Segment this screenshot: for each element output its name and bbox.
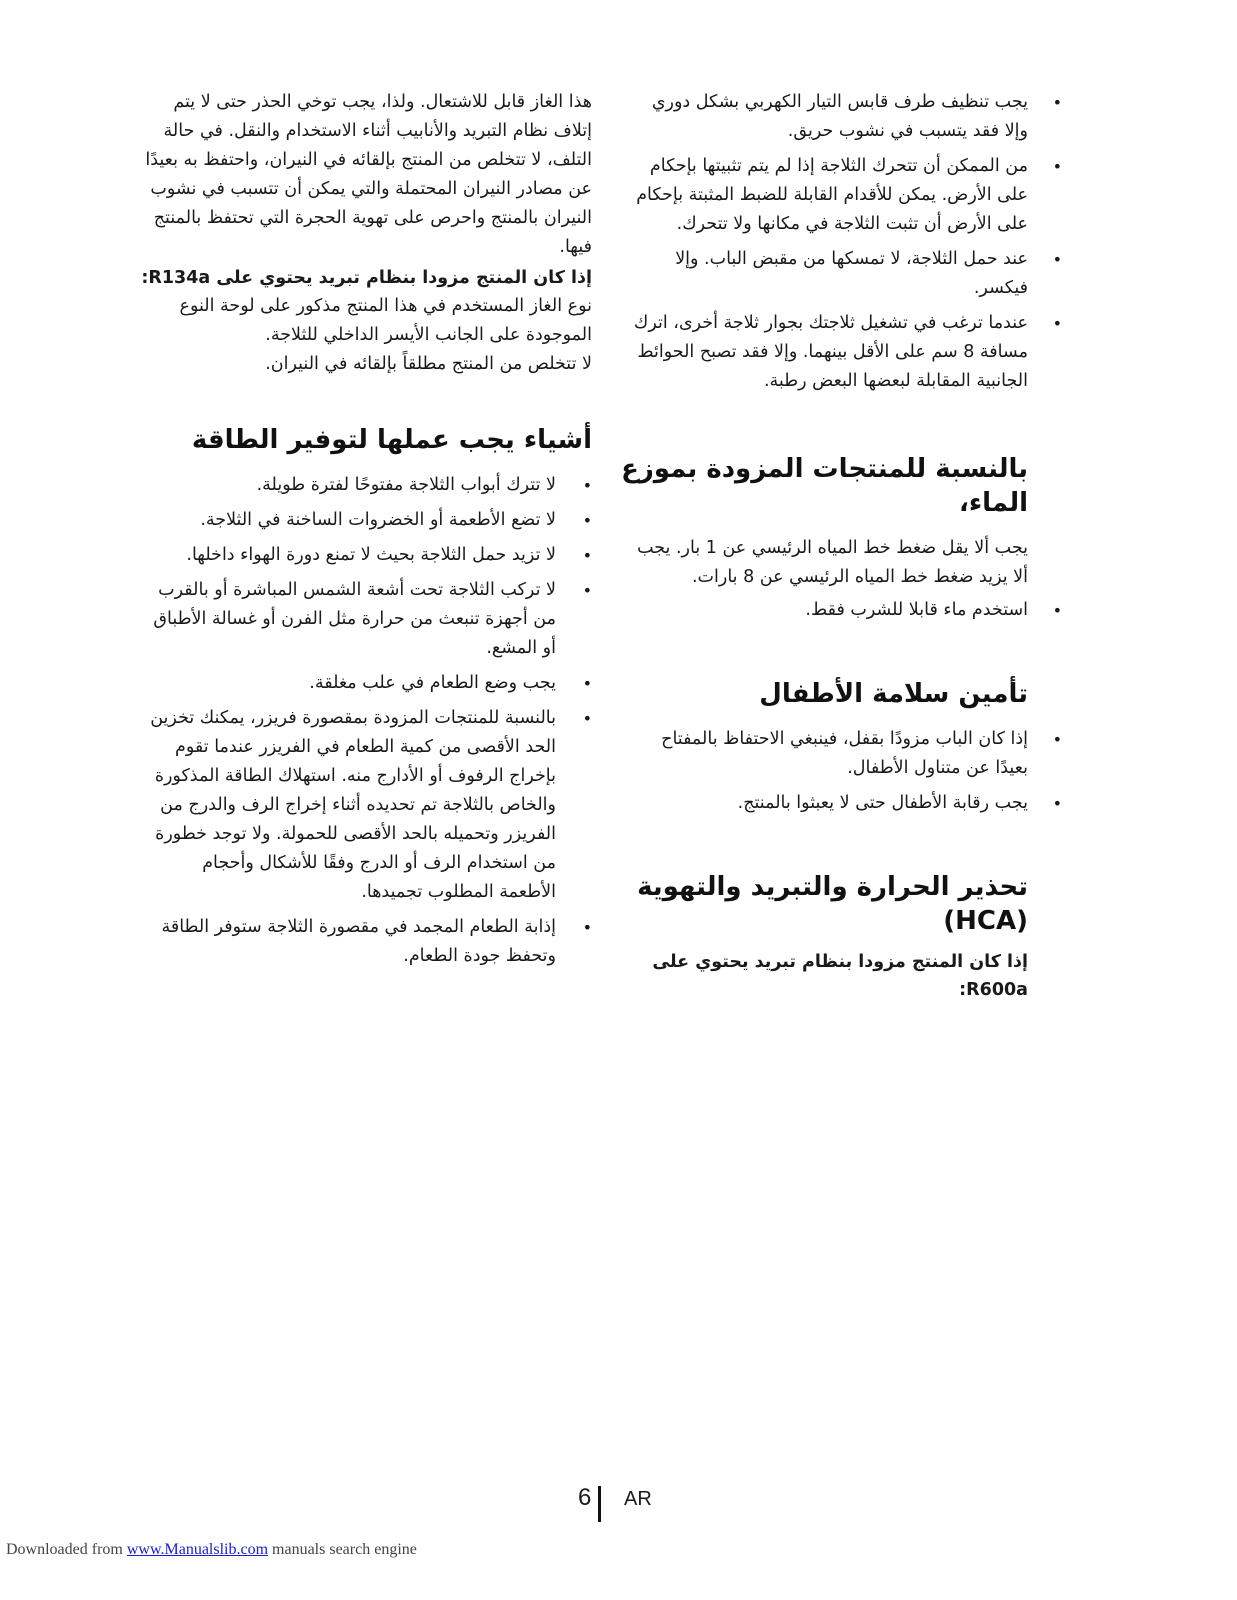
list-item: • إذابة الطعام المجمد في مقصورة الثلاجة ستوفر الطاقة وتحفظ جودة الطعام.	[140, 913, 556, 971]
water-pressure-paragraph: يجب ألا يقل ضغط خط المياه الرئيسي عن 1 بار. يجب ألا يزيد ضغط خط المياه الرئيسي عن 8 بارات.	[637, 538, 1028, 587]
intro-bullet-list	[628, 88, 1028, 396]
download-footer	[6, 1541, 417, 1559]
list-item: • إذا كان الباب مزودًا بقفل، فينبغي الاحتفاظ بالمفتاح بعيدًا عن متناول الأطفال.	[628, 725, 1028, 783]
list-item: • عندما ترغب في تشغيل ثلاجتك بجوار ثلاجة أخرى، اترك مسافة 8 سم على الأقل بينهما. وإلا فقد تصبح الحوائط الجانبية المقابلة لبعضها البعض رطبة.	[628, 309, 1028, 396]
manualslib-link[interactable]: www.Manualslib.com	[126, 1541, 269, 1558]
page-number-divider	[598, 1486, 601, 1522]
child-safety-heading: تأمين سلامة الأطفال	[759, 679, 1028, 709]
right-column	[621, 88, 1028, 1004]
list-item: • من الممكن أن تتحرك الثلاجة إذا لم يتم تثبيتها بإحكام على الأرض. يمكن للأقدام القابلة للضبط المثبتة بإحكام على الأرض أن تثبت الثلاجة في مكانها ولا تتحرك.	[628, 152, 1028, 239]
water-bullet-list	[628, 596, 1028, 625]
r600a-subheading: إذا كان المنتج مزودا بنظام تبريد يحتوي على R600a:	[652, 952, 1028, 1000]
left-column	[140, 88, 592, 977]
list-item: • يجب وضع الطعام في علب مغلقة.	[140, 669, 556, 698]
footer-suffix: manuals search engine	[268, 1541, 417, 1558]
r134a-paragraph: نوع الغاز المستخدم في هذا المنتج مذكور على لوحة النوع الموجودة على الجانب الأيسر الداخلي للثلاجة.	[179, 296, 592, 345]
r134a-subheading: إذا كان المنتج مزودا بنظام تبريد يحتوي على R134a:	[141, 268, 592, 288]
list-item: • بالنسبة للمنتجات المزودة بمقصورة فريزر، يمكنك تخزين الحد الأقصى من كمية الطعام في الفريزر عندما تقوم بإخراج الرفوف أو الأدارج منه. استهلاك الطاقة المذكورة والخاص بالثلاجة تم تحديده أثناء إخراج الرف والدرج من الفريزر وتحميله بالحد الأقصى للحمولة. ولا توجد خطورة من استخدام الرف أو الدرج وفقًا للأشكال وأحجام الأطعمة المطلوب تجميدها.	[140, 704, 556, 907]
footer-prefix: Downloaded from	[6, 1541, 127, 1558]
language-code: AR	[624, 1488, 652, 1510]
r600a-paragraph: هذا الغاز قابل للاشتعال. ولذا، يجب توخي الحذر حتى لا يتم إتلاف نظام التبريد والأنابيب أثناء الاستخدام والنقل. في حالة التلف، لا تتخلص من المنتج بإلقائه في النيران، واحتفظ به بعيدًا عن مصادر النيران المحتملة والتي يمكن أن تتسبب في نشوب النيران بالمنتج واحرص على تهوية الحجرة التي تحتفظ بالمنتج فيها.	[145, 92, 592, 257]
list-item: • لا تترك أبواب الثلاجة مفتوحًا لفترة طويلة.	[140, 471, 556, 500]
list-item: • يجب تنظيف طرف قابس التيار الكهربي بشكل دوري وإلا فقد يتسبب في نشوب حريق.	[628, 88, 1028, 146]
list-item: • لا تركب الثلاجة تحت أشعة الشمس المباشرة أو بالقرب من أجهزة تنبعث من حرارة مثل الفرن أو غسالة الأطباق أو المشع.	[140, 576, 556, 663]
r134a-disposal-paragraph: لا تتخلص من المنتج مطلقاً بإلقائه في النيران.	[265, 354, 592, 374]
energy-bullet-list	[140, 471, 556, 971]
child-safety-bullet-list	[628, 725, 1028, 818]
hca-warning-heading: تحذير الحرارة والتبريد والتهوية (HCA)	[637, 872, 1028, 936]
list-item: • يجب رقابة الأطفال حتى لا يعبثوا بالمنتج.	[628, 789, 1028, 818]
list-item: • لا تضع الأطعمة أو الخضروات الساخنة في الثلاجة.	[140, 506, 556, 535]
water-dispenser-heading: بالنسبة للمنتجات المزودة بموزع الماء،	[621, 454, 1028, 518]
list-item: • لا تزيد حمل الثلاجة بحيث لا تمنع دورة الهواء داخلها.	[140, 541, 556, 570]
list-item: • عند حمل الثلاجة، لا تمسكها من مقبض الباب. وإلا فيكسر.	[628, 245, 1028, 303]
energy-saving-heading: أشياء يجب عملها لتوفير الطاقة	[191, 425, 592, 455]
page-number: 6	[578, 1484, 592, 1511]
list-item: • استخدم ماء قابلا للشرب فقط.	[628, 596, 1028, 625]
